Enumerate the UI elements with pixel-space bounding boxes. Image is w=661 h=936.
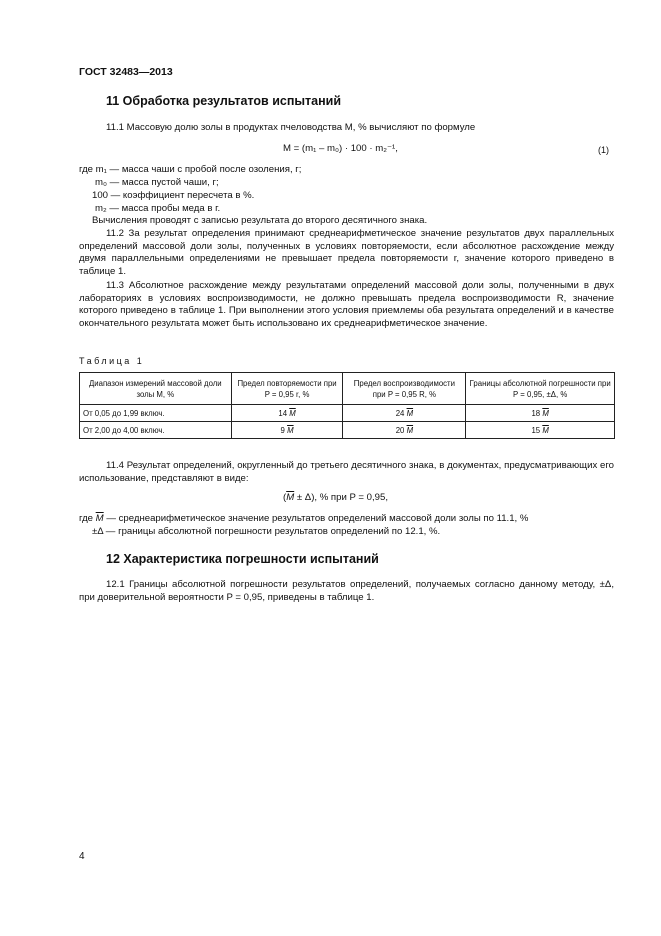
- col-header-range: Диапазон измерений массовой доли золы M, %: [80, 373, 232, 405]
- paragraph-11-3: 11.3 Абсолютное расхождение между результатами определений массовой доли золы, полученными в двух лабораториях в условиях воспроизводимости, не должно превышать предела воспроизводимости R, значение которого приведено в таблице 1. При выполнении этого условия приемлемы оба результата определений и в качестве окончательного результата может быть использовано их среднеарифметическое значение.: [79, 280, 614, 329]
- cell-range: От 2,00 до 4,00 включ.: [80, 422, 232, 439]
- cell-delta: 15 $\overline{M}$: [466, 422, 615, 439]
- cell-delta: 18 $\overline{M}$: [466, 405, 615, 422]
- where-mean: где $\overline{M}$ — среднеарифметическое значение результатов определений массовой доли золы по 11.1, %: [79, 513, 529, 524]
- paragraph-12-1: 12.1 Границы абсолютной погрешности результатов определений, получаемых согласно данному методу, ±Δ, при доверительной вероятности P = 0,95, приведены в таблице 1.: [79, 579, 614, 603]
- formula-1: M = (m₁ – m₀) · 100 · m₂⁻¹,: [283, 143, 398, 154]
- where-m1: где m₁ — масса чаши с пробой после озоления, г;: [79, 164, 302, 175]
- section-12-title: 12 Характеристика погрешности испытаний: [106, 552, 379, 566]
- where-delta: ±Δ — границы абсолютной погрешности результатов определений по 12.1, %.: [92, 526, 441, 537]
- paragraph-11-4: 11.4 Результат определений, округленный до третьего десятичного знака, в документах, предусматривающих его использование, представляют в виде:: [79, 460, 614, 484]
- table-1: [79, 372, 615, 439]
- table-caption: Таблица 1: [79, 356, 145, 366]
- cell-R: 24 $\overline{M}$: [343, 405, 466, 422]
- cell-r: 9 $\overline{M}$: [231, 422, 343, 439]
- where-m2: m₂ — масса пробы меда в г.: [95, 203, 221, 214]
- col-header-reproducibility: Предел воспроизводимости при P = 0,95 R, %: [343, 373, 466, 405]
- paragraph-11-1: 11.1 Массовую долю золы в продуктах пчеловодства M, % вычисляют по формуле: [106, 122, 476, 133]
- section-11-title: 11 Обработка результатов испытаний: [106, 94, 342, 108]
- paragraph-11-2: 11.2 За результат определения принимают среднеарифметическое значение результатов двух параллельных определений массовой доли золы, полученных в условиях повторяемости, если абсолютное расхождение между двумя параллельными определениями не превышает предела повторяемости r, значение которого приведено в таблице 1.: [79, 228, 614, 277]
- calc-note: Вычисления проводят с записью результата до второго десятичного знака.: [92, 215, 428, 226]
- cell-r: 14 $\overline{M}$: [231, 405, 343, 422]
- cell-R: 20 $\overline{M}$: [343, 422, 466, 439]
- where-100: 100 — коэффициент пересчета в %.: [92, 190, 255, 201]
- col-header-repeatability: Предел повторяемости при P = 0,95 r, %: [231, 373, 343, 405]
- page-number: 4: [79, 851, 85, 862]
- document-header: ГОСТ 32483—2013: [79, 66, 173, 78]
- where-m0: m₀ — масса пустой чаши, г;: [95, 177, 219, 188]
- table-row: [80, 422, 615, 439]
- cell-range: От 0,05 до 1,99 включ.: [80, 405, 232, 422]
- col-header-error: Границы абсолютной погрешности при P = 0,95, ±Δ, %: [466, 373, 615, 405]
- table-row: [80, 405, 615, 422]
- formula-result: $(\overline{M} \pm \Delta)$, % при P = 0,95,: [283, 492, 388, 503]
- equation-number: (1): [598, 145, 609, 155]
- table-header-row: [80, 373, 615, 405]
